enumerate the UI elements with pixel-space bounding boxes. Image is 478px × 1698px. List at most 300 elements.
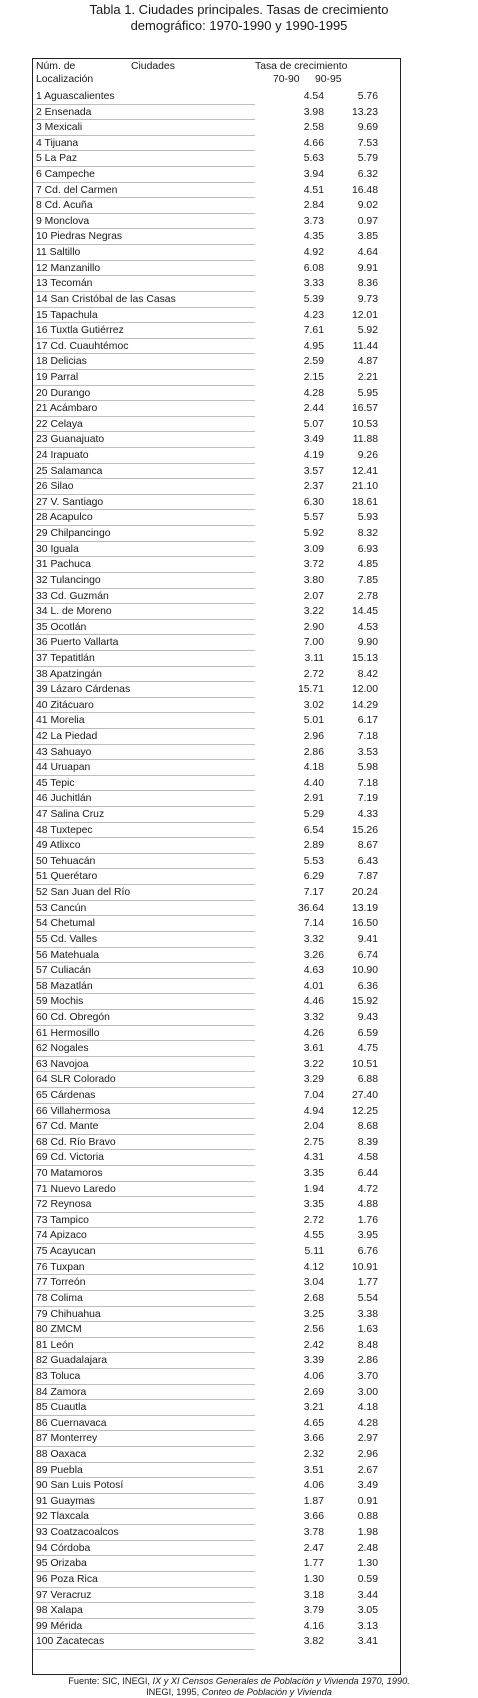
rate-90-95-cell: 1.98: [357, 1527, 378, 1539]
table-row: [33, 1026, 400, 1042]
table-row: [33, 151, 400, 167]
rate-70-90-cell: 4.95: [303, 340, 324, 352]
city-cell: 96 Poza Rica: [36, 1573, 98, 1585]
rate-90-95-cell: 15.13: [351, 652, 378, 664]
source-conteo: Conteo de Población y Vivienda: [201, 1687, 332, 1697]
city-cell: 47 Salina Cruz: [36, 809, 105, 821]
rate-70-90-cell: 36.64: [297, 902, 324, 914]
city-cell: 86 Cuernavaca: [36, 1417, 107, 1429]
rate-90-95-cell: 3.95: [357, 1230, 378, 1242]
source-census: IX y XI Censos Generales de Población y Vivienda 1970, 1990.: [152, 1676, 410, 1686]
rate-70-90-cell: 4.23: [303, 309, 324, 321]
rate-70-90-cell: 4.51: [303, 184, 324, 196]
city-cell: 46 Juchitlán: [36, 793, 92, 805]
table-row: [33, 401, 400, 417]
title-line-1: Tabla 1. Ciudades principales. Tasas de crecimiento: [89, 2, 389, 17]
city-cell: 13 Tecomán: [36, 278, 93, 290]
rate-90-95-cell: 2.67: [357, 1464, 378, 1476]
rate-90-95-cell: 27.40: [351, 1090, 378, 1101]
city-cell: 27 V. Santiago: [36, 496, 104, 508]
city-cell: 30 Iguala: [36, 543, 79, 555]
city-cell: 77 Torreón: [36, 1277, 86, 1289]
table-row: [33, 589, 400, 605]
city-cell: 82 Guadalajara: [36, 1355, 108, 1367]
rate-90-95-cell: 10.51: [351, 1058, 378, 1070]
rate-90-95-cell: 2.21: [357, 371, 378, 383]
rate-70-90-cell: 4.06: [303, 1480, 324, 1492]
city-cell: 95 Orizaba: [36, 1558, 87, 1570]
rate-90-95-cell: 9.26: [357, 450, 378, 462]
city-cell: 35 Ocotlán: [36, 621, 87, 633]
rate-90-95-cell: 13.19: [351, 902, 378, 914]
table-row: [33, 838, 400, 854]
city-cell: 59 Mochis: [36, 996, 84, 1008]
table-row: [33, 760, 400, 776]
rate-70-90-cell: 1.30: [303, 1573, 324, 1585]
city-cell: 7 Cd. del Carmen: [36, 184, 118, 196]
city-cell: 10 Piedras Negras: [36, 231, 123, 243]
table-row: [33, 261, 400, 277]
rate-90-95-cell: 12.01: [351, 309, 378, 321]
rate-70-90-cell: 4.35: [303, 231, 324, 243]
rate-90-95-cell: 11.88: [352, 434, 378, 446]
table-row: [33, 1478, 400, 1494]
table-row: [33, 1400, 400, 1416]
rate-70-90-cell: 4.66: [303, 137, 324, 149]
table-row: [33, 354, 400, 370]
table-row: [33, 495, 400, 511]
rate-70-90-cell: 5.11: [304, 1246, 324, 1258]
city-cell: 76 Tuxpan: [36, 1261, 85, 1273]
city-cell: 20 Durango: [36, 387, 91, 399]
city-cell: 19 Parral: [36, 371, 79, 383]
rate-90-95-cell: 12.41: [351, 465, 378, 477]
rate-70-90-cell: 2.32: [303, 1449, 324, 1461]
rate-90-95-cell: 6.17: [357, 715, 378, 727]
rate-70-90-cell: 3.80: [303, 574, 324, 586]
rate-90-95-cell: 4.53: [357, 621, 378, 633]
rate-90-95-cell: 6.44: [357, 1168, 378, 1180]
city-cell: 73 Tampico: [36, 1214, 89, 1226]
city-cell: 98 Xalapa: [36, 1605, 83, 1617]
rate-90-95-cell: 8.36: [357, 278, 378, 290]
table-header: [33, 59, 400, 89]
table-row: [33, 276, 400, 292]
city-cell: 25 Salamanca: [36, 465, 103, 477]
city-cell: 45 Tepic: [36, 777, 75, 789]
table-row: [33, 1150, 400, 1166]
rate-70-90-cell: 4.46: [303, 996, 324, 1008]
city-cell: 61 Hermosillo: [36, 1027, 100, 1039]
table-row: [33, 791, 400, 807]
city-cell: 29 Chilpancingo: [36, 528, 111, 540]
rate-70-90-cell: 3.82: [303, 1636, 324, 1648]
table-row: [33, 89, 400, 105]
city-cell: 93 Coatzacoalcos: [36, 1527, 119, 1539]
rate-70-90-cell: 4.55: [303, 1230, 324, 1242]
rate-70-90-cell: 3.66: [303, 1433, 324, 1445]
rate-70-90-cell: 1.77: [303, 1558, 324, 1570]
city-cell: 53 Cancún: [36, 902, 87, 914]
city-cell: 17 Cd. Cuauhtémoc: [36, 340, 129, 352]
table-row: [33, 1104, 400, 1120]
city-cell: 87 Monterrey: [36, 1433, 98, 1445]
header-ciudades: Ciudades: [131, 61, 175, 72]
table-row: [33, 1072, 400, 1088]
city-cell: 33 Cd. Guzmán: [36, 590, 109, 602]
city-cell: 5 La Paz: [36, 153, 78, 165]
rate-70-90-cell: 3.02: [303, 699, 324, 711]
header-period-90-95: 90-95: [315, 74, 342, 85]
source-line-2: [0, 1687, 478, 1698]
city-cell: 9 Monclova: [36, 215, 90, 227]
city-cell: 11 Saltillo: [36, 247, 81, 259]
city-cell: 28 Acapulco: [36, 512, 93, 524]
rate-90-95-cell: 9.43: [357, 1011, 378, 1023]
table-row: [33, 1463, 400, 1479]
table-row: [33, 1088, 400, 1104]
city-cell: 48 Tuxtepec: [36, 824, 93, 836]
rate-70-90-cell: 3.11: [304, 652, 324, 664]
rate-70-90-cell: 1.94: [303, 1183, 324, 1195]
rate-90-95-cell: 0.88: [357, 1511, 378, 1523]
city-cell: 14 San Cristóbal de las Casas: [36, 293, 176, 305]
rate-90-95-cell: 0.91: [357, 1495, 378, 1507]
rate-70-90-cell: 4.12: [303, 1261, 324, 1273]
city-cell: 32 Tulancingo: [36, 574, 101, 586]
rate-70-90-cell: 3.25: [303, 1308, 324, 1320]
table-row: [33, 604, 400, 620]
rate-90-95-cell: 2.86: [357, 1355, 378, 1367]
table-row: [33, 479, 400, 495]
rate-70-90-cell: 2.68: [303, 1292, 324, 1304]
table-title: [0, 2, 478, 34]
rate-70-90-cell: 2.96: [303, 730, 324, 742]
rate-70-90-cell: 3.35: [303, 1168, 324, 1180]
rate-70-90-cell: 7.61: [303, 325, 324, 337]
table-row: [33, 963, 400, 979]
rate-70-90-cell: 2.89: [303, 840, 324, 852]
rate-70-90-cell: 3.51: [303, 1464, 324, 1476]
table-row: [33, 854, 400, 870]
rate-90-95-cell: 6.59: [357, 1027, 378, 1039]
table-row: [33, 682, 400, 698]
header-tasa: Tasa de crecimiento: [255, 61, 348, 72]
rate-70-90-cell: 2.90: [303, 621, 324, 633]
table-row: [33, 807, 400, 823]
table-row: [33, 245, 400, 261]
title-line-2: demográfico: 1970-1990 y 1990-1995: [130, 18, 348, 33]
rate-90-95-cell: 8.42: [357, 668, 378, 680]
rate-70-90-cell: 2.42: [303, 1339, 324, 1351]
city-cell: 99 Mérida: [36, 1620, 83, 1632]
city-cell: 6 Campeche: [36, 169, 95, 181]
rate-70-90-cell: 7.14: [303, 918, 324, 930]
city-cell: 21 Acámbaro: [36, 403, 98, 415]
table-row: [33, 1431, 400, 1447]
table-row: [33, 1244, 400, 1260]
rate-90-95-cell: 16.48: [351, 184, 378, 196]
rate-70-90-cell: 3.33: [303, 278, 324, 290]
rate-70-90-cell: 5.39: [303, 293, 324, 305]
rate-70-90-cell: 2.69: [303, 1386, 324, 1398]
table-row: [33, 1166, 400, 1182]
rate-90-95-cell: 15.26: [351, 824, 378, 836]
rate-70-90-cell: 2.15: [303, 371, 324, 383]
table-row: [33, 1416, 400, 1432]
table-row: [33, 464, 400, 480]
rate-90-95-cell: 3.38: [357, 1308, 378, 1320]
rate-90-95-cell: 3.41: [357, 1636, 378, 1648]
table-row: [33, 932, 400, 948]
rate-90-95-cell: 4.75: [357, 1043, 378, 1055]
growth-rate-table: [32, 58, 401, 1675]
rate-70-90-cell: 2.72: [303, 668, 324, 680]
rate-70-90-cell: 5.07: [303, 418, 324, 430]
rate-90-95-cell: 3.70: [357, 1370, 378, 1382]
rate-70-90-cell: 4.40: [303, 777, 324, 789]
rate-70-90-cell: 2.91: [303, 793, 324, 805]
city-cell: 26 Silao: [36, 481, 74, 493]
rate-90-95-cell: 7.85: [357, 574, 378, 586]
rate-70-90-cell: 3.09: [303, 543, 324, 555]
table-row: [33, 823, 400, 839]
table-row: [33, 1010, 400, 1026]
source-note: [0, 1676, 478, 1698]
city-cell: 67 Cd. Mante: [36, 1121, 99, 1133]
rate-90-95-cell: 7.53: [357, 137, 378, 149]
city-cell: 80 ZMCM: [36, 1324, 82, 1336]
rate-90-95-cell: 5.93: [357, 512, 378, 524]
rate-90-95-cell: 2.96: [357, 1449, 378, 1461]
rate-90-95-cell: 7.19: [357, 793, 378, 805]
rate-90-95-cell: 9.41: [357, 933, 378, 945]
rate-90-95-cell: 3.13: [357, 1620, 378, 1632]
table-row: [33, 916, 400, 932]
table-row: [33, 1307, 400, 1323]
table-row: [33, 729, 400, 745]
rate-70-90-cell: 3.57: [303, 465, 324, 477]
table-row: [33, 370, 400, 386]
city-cell: 75 Acayucan: [36, 1246, 96, 1258]
city-cell: 39 Lázaro Cárdenas: [36, 684, 131, 696]
table-row: [33, 1447, 400, 1463]
table-row: [33, 557, 400, 573]
rate-70-90-cell: 4.16: [303, 1620, 324, 1632]
rate-90-95-cell: 6.93: [357, 543, 378, 555]
rate-70-90-cell: 1.87: [303, 1495, 324, 1507]
rate-70-90-cell: 5.92: [303, 528, 324, 540]
table-row: [33, 1541, 400, 1557]
header-localizacion: Localización: [36, 74, 94, 85]
rate-90-95-cell: 5.54: [357, 1292, 378, 1304]
table-row: [33, 292, 400, 308]
table-row: [33, 1494, 400, 1510]
city-cell: 71 Nuevo Laredo: [36, 1183, 116, 1195]
rate-70-90-cell: 3.66: [303, 1511, 324, 1523]
city-cell: 36 Puerto Vallarta: [36, 637, 119, 649]
rate-70-90-cell: 2.04: [303, 1121, 324, 1133]
table-row: [33, 167, 400, 183]
rate-70-90-cell: 3.79: [303, 1605, 324, 1617]
table-row: [33, 713, 400, 729]
table-row: [33, 1213, 400, 1229]
table-row: [33, 1322, 400, 1338]
table-row: [33, 1509, 400, 1525]
rate-70-90-cell: 3.98: [303, 106, 324, 118]
rate-90-95-cell: 0.59: [357, 1573, 378, 1585]
city-cell: 68 Cd. Río Bravo: [36, 1136, 116, 1148]
rate-70-90-cell: 5.53: [303, 855, 324, 867]
table-row: [33, 885, 400, 901]
rate-70-90-cell: 3.61: [303, 1043, 324, 1055]
table-row: [33, 776, 400, 792]
rate-70-90-cell: 3.22: [303, 1058, 324, 1070]
city-cell: 94 Córdoba: [36, 1542, 91, 1554]
table-row: [33, 448, 400, 464]
city-cell: 97 Veracruz: [36, 1589, 92, 1601]
table-row: [33, 1228, 400, 1244]
rate-90-95-cell: 4.58: [357, 1152, 378, 1164]
table-row: [33, 214, 400, 230]
rate-90-95-cell: 20.24: [351, 887, 378, 899]
rate-90-95-cell: 8.32: [357, 528, 378, 540]
table-row: [33, 1041, 400, 1057]
table-row: [33, 105, 400, 121]
rate-90-95-cell: 10.91: [351, 1261, 378, 1273]
city-cell: 44 Uruapan: [36, 762, 91, 774]
rate-90-95-cell: 6.32: [357, 169, 378, 181]
rate-70-90-cell: 3.39: [303, 1355, 324, 1367]
rate-90-95-cell: 5.95: [357, 387, 378, 399]
table-row: [33, 698, 400, 714]
table-row: [33, 1197, 400, 1213]
rate-90-95-cell: 6.43: [357, 855, 378, 867]
table-row: [33, 745, 400, 761]
rate-70-90-cell: 3.72: [303, 559, 324, 571]
rate-70-90-cell: 15.71: [297, 684, 324, 696]
city-cell: 55 Cd. Valles: [36, 933, 98, 945]
table-row: [33, 183, 400, 199]
city-cell: 65 Cárdenas: [36, 1090, 96, 1101]
rate-70-90-cell: 2.44: [303, 403, 324, 415]
rate-90-95-cell: 15.92: [351, 996, 378, 1008]
table-row: [33, 635, 400, 651]
rate-70-90-cell: 3.04: [303, 1277, 324, 1289]
rate-90-95-cell: 4.85: [357, 559, 378, 571]
rate-70-90-cell: 4.65: [303, 1417, 324, 1429]
rate-70-90-cell: 6.30: [303, 496, 324, 508]
city-cell: 3 Mexicali: [36, 122, 83, 134]
rate-90-95-cell: 5.79: [357, 153, 378, 165]
rate-70-90-cell: 3.49: [303, 434, 324, 446]
rate-70-90-cell: 7.04: [303, 1090, 324, 1101]
rate-90-95-cell: 1.63: [357, 1324, 378, 1336]
header-num-de: Núm. de: [36, 61, 76, 72]
rate-70-90-cell: 3.94: [303, 169, 324, 181]
city-cell: 58 Mazatlán: [36, 980, 93, 992]
rate-90-95-cell: 4.64: [357, 247, 378, 259]
rate-70-90-cell: 4.54: [303, 91, 324, 102]
table-row: [33, 1135, 400, 1151]
rate-70-90-cell: 7.00: [303, 637, 324, 649]
table-row: [33, 620, 400, 636]
city-cell: 78 Colima: [36, 1292, 83, 1304]
table-row: [33, 1291, 400, 1307]
rate-90-95-cell: 7.87: [357, 871, 378, 883]
rate-90-95-cell: 4.87: [357, 356, 378, 368]
rate-70-90-cell: 6.54: [303, 824, 324, 836]
rate-70-90-cell: 3.21: [303, 1402, 324, 1414]
rate-70-90-cell: 3.32: [303, 933, 324, 945]
table-row: [33, 1353, 400, 1369]
city-cell: 18 Delicias: [36, 356, 87, 368]
city-cell: 81 León: [36, 1339, 74, 1351]
rate-90-95-cell: 12.25: [351, 1105, 378, 1117]
rate-70-90-cell: 4.63: [303, 965, 324, 977]
rate-90-95-cell: 8.39: [357, 1136, 378, 1148]
city-cell: 23 Guanajuato: [36, 434, 105, 446]
rate-90-95-cell: 9.73: [357, 293, 378, 305]
city-cell: 8 Cd. Acuña: [36, 200, 93, 212]
source-line2-prefix: INEGI, 1995,: [146, 1687, 202, 1697]
table-row: [33, 386, 400, 402]
city-cell: 12 Manzanillo: [36, 262, 101, 274]
table-row: [33, 1556, 400, 1572]
rate-70-90-cell: 4.92: [303, 247, 324, 259]
rate-90-95-cell: 2.48: [357, 1542, 378, 1554]
city-cell: 51 Querétaro: [36, 871, 98, 883]
rate-90-95-cell: 21.10: [351, 481, 378, 493]
rate-90-95-cell: 6.74: [357, 949, 378, 961]
rate-70-90-cell: 4.26: [303, 1027, 324, 1039]
city-cell: 57 Culiacán: [36, 965, 91, 977]
city-cell: 4 Tijuana: [36, 137, 79, 149]
rate-90-95-cell: 3.85: [357, 231, 378, 243]
table-row: [33, 573, 400, 589]
rate-90-95-cell: 2.78: [357, 590, 378, 602]
rate-90-95-cell: 3.49: [357, 1480, 378, 1492]
city-cell: 40 Zitácuaro: [36, 699, 94, 711]
rate-70-90-cell: 4.31: [303, 1152, 324, 1164]
rate-70-90-cell: 7.17: [303, 887, 324, 899]
rate-90-95-cell: 9.90: [357, 637, 378, 649]
rate-90-95-cell: 6.88: [357, 1074, 378, 1086]
city-cell: 69 Cd. Victoria: [36, 1152, 104, 1164]
rate-90-95-cell: 0.97: [357, 215, 378, 227]
header-period-70-90: 70-90: [273, 74, 300, 85]
rate-90-95-cell: 13.23: [351, 106, 378, 118]
rate-90-95-cell: 6.76: [357, 1246, 378, 1258]
table-row: [33, 1603, 400, 1619]
table-body: [33, 89, 400, 1650]
table-row: [33, 1525, 400, 1541]
rate-90-95-cell: 1.30: [357, 1558, 378, 1570]
table-row: [33, 901, 400, 917]
city-cell: 91 Guaymas: [36, 1495, 95, 1507]
table-row: [33, 198, 400, 214]
rate-90-95-cell: 4.28: [357, 1417, 378, 1429]
city-cell: 43 Sahuayo: [36, 746, 92, 758]
rate-70-90-cell: 3.18: [303, 1589, 324, 1601]
rate-90-95-cell: 9.69: [357, 122, 378, 134]
rate-70-90-cell: 6.29: [303, 871, 324, 883]
table-row: [33, 120, 400, 136]
city-cell: 37 Tepatitlán: [36, 652, 95, 664]
city-cell: 85 Cuautla: [36, 1402, 87, 1414]
rate-70-90-cell: 3.29: [303, 1074, 324, 1086]
rate-90-95-cell: 7.18: [357, 777, 378, 789]
